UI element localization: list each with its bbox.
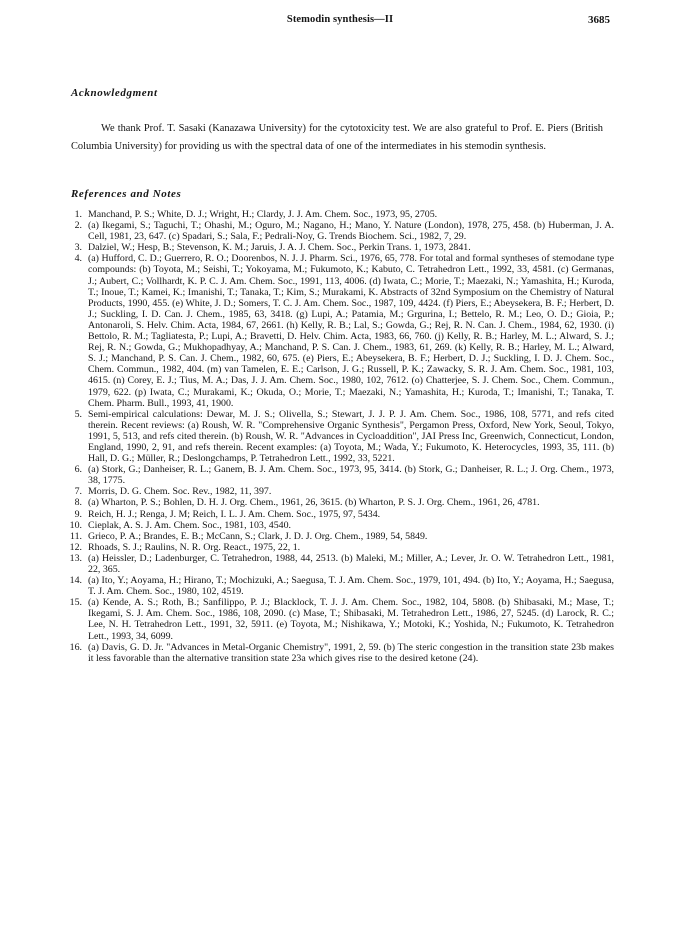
- reference-item: [62, 409, 614, 464]
- acknowledgment-text: We thank Prof. T. Sasaki (Kanazawa University) for the cytotoxicity test. We are also grateful to Prof. E. Piers (British Columbia University) for providing us with the spectral data of one of the intermediates in his stemodin synthesis.: [71, 123, 603, 153]
- reference-item: [62, 253, 614, 408]
- reference-number: 4.: [74, 253, 82, 265]
- reference-text: (a) Davis, G. D. Jr. "Advances in Metal-Organic Chemistry", 1991, 2, 59. (b) The steric congestion in the transition state 23b makes it less favorable than the alternative transition state 23a which gives rise to the desired ketone (24).: [88, 641, 614, 664]
- reference-item: [62, 497, 614, 508]
- reference-text: Reich, H. J.; Renga, J. M; Reich, I. L. J. Am. Chem. Soc., 1975, 97, 5434.: [88, 508, 381, 520]
- reference-text: (a) Hufford, C. D.; Guerrero, R. O.; Doorenbos, N. J. J. Pharm. Sci., 1976, 65, 778. For total and formal syntheses of stemodane type compounds: (b) Toyota, M.; Seishi, T.; Yokoyama, M.; Fukumoto, K.; Kabuto, C. Tetrahedron Lett., 1992, 33, 4581. (c) Germanas, J.; Aubert, C.; Vollhardt, K. P. C. J. Am. Chem. Soc., 1991, 113, 4006. (d) Iwata, C.; Morie, T.; Maezaki, N.; Yamashita, H.; Kuroda, T.; Inoue, T.; Kamei, K.; Imanishi, T.; Tanaka, T.; Kim, S.; Murakami, K. Abstracts of 32nd Symposium on the Chemistry of Natural Products, 1990, 455. (e) White, J. D.; Somers, T. C. J. Am. Chem. Soc., 1987, 109, 4424. (f) Piers, E.; Abeysekera, B. F.; Herbert, D. J.; Suckling, I. D. Can. J. Chem., 1985, 63, 3418. (g) Lupi, A.; Patamia, M.; Grgurina, I.; Bettelo, R. M.; Leo, O. D.; Gioia, P.; Antonaroli, S. Helv. Chim. Acta, 1984, 67, 2661. (h) Kelly, R. B.; Lal, S.; Gowda, G.; Rej, R. N. Can. J. Chem., 1984, 62, 1930. (i) Bettolo, R. M.; Tagliatesta, P.; Lupi, A.; Bravetti, D. Helv. Chim. Acta, 1983, 66, 760. (j) Kelly, R. B.; Harley, M. L.; Alward, S. J.; Rej, R. N.; Gowda, G.; Mukhopadhyay, A.; Manchand, P. S. Can. J. Chem., 1983, 61, 269. (k) Kelly, R. B.; Harley, M. L.; Alward, S. J.; Manchand, P. S. Can. J. Chem., 1982, 60, 675. (e) Piers, E.; Abeysekera, B. F.; Herbert, D. J.; Suckling, I. D. J. Chem. Soc., Chem. Commun., 1982, 404. (m) van Tamelen, E. E.; Carlson, J. G.; Russell, P. K.; Zawacky, S. R. J. Am. Chem. Soc., 1981, 103, 4615. (n) Corey, E. J.; Tius, M. A.; Das, J. J. Am. Chem. Soc., 1980, 102, 7612. (o) Chatterjee, S. J. Chem. Soc., Chem. Commun., 1979, 622. (p) Iwata, C.; Murakami, K.; Okuda, O.; Morie, T.; Maezaki, N.; Yamashita, H.; Kuroda, T.; Imanishi, T.; Tanaka, T. Chem. Pharm. Bull., 1993, 41, 1900.: [88, 253, 614, 409]
- reference-item: [62, 209, 614, 220]
- reference-number: 11.: [70, 530, 82, 542]
- reference-text: (a) Stork, G.; Danheiser, R. L.; Ganem, B. J. Am. Chem. Soc., 1973, 95, 3414. (b) Stork, G.; Danheiser, R. L.; J. Org. Chem., 1973, 38, 1775.: [88, 464, 614, 487]
- reference-number: 13.: [69, 552, 82, 564]
- reference-item: [62, 542, 614, 553]
- references-heading: References and Notes: [71, 188, 182, 200]
- reference-number: 7.: [74, 486, 82, 498]
- reference-number: 1.: [74, 209, 82, 220]
- reference-item: [62, 220, 614, 242]
- reference-number: 9.: [74, 508, 82, 520]
- reference-text: Rhoads, S. J.; Raulins, N. R. Org. React., 1975, 22, 1.: [88, 541, 301, 553]
- reference-number: 15.: [69, 597, 82, 609]
- reference-number: 6.: [74, 464, 82, 476]
- reference-item: [62, 242, 614, 253]
- acknowledgment-heading: Acknowledgment: [71, 87, 158, 99]
- reference-text: Morris, D. G. Chem. Soc. Rev., 1982, 11, 397.: [88, 486, 272, 498]
- reference-text: (a) Wharton, P. S.; Bohlen, D. H. J. Org. Chem., 1961, 26, 3615. (b) Wharton, P. S. J. Org. Chem., 1961, 26, 4781.: [88, 497, 540, 509]
- reference-item: [62, 486, 614, 497]
- reference-number: 14.: [69, 575, 82, 587]
- reference-item: [62, 597, 614, 641]
- reference-text: (a) Ikegami, S.; Taguchi, T.; Ohashi, M.; Oguro, M.; Nagano, H.; Mano, Y. Nature (London), 1978, 275, 458. (b) Huberman, J. A. Cell, 1981, 23, 647. (c) Spadari, S.; Sala, F.; Pedrali-Noy, G. Trends Biochem. Sci., 1982, 7, 29.: [88, 220, 614, 243]
- reference-item: [62, 509, 614, 520]
- reference-number: 16.: [69, 641, 82, 653]
- page-header: [0, 14, 680, 30]
- reference-number: 5.: [74, 408, 82, 420]
- reference-text: (a) Kende, A. S.; Roth, B.; Sanfilippo, P. J.; Blacklock, T. J. J. Am. Chem. Soc., 1982, 104, 5808. (b) Shibasaki, M.; Mase, T.; Ikegami, S. J. Am. Chem. Soc., 1986, 108, 2090. (c) Mase, T.; Shibasaki, M. Tetrahedron Lett., 1986, 27, 5245. (d) Larock, R. C.; Lee, N. H. Tetrahedron Lett., 1991, 32, 5911. (e) Toyota, M.; Nishikawa, Y.; Motoki, K.; Yoshida, N.; Fukumoto, K. Tetrahedron Lett., 1993, 34, 6099.: [88, 597, 614, 642]
- reference-text: Dalziel, W.; Hesp, B.; Stevenson, K. M.; Jaruis, J. A. J. Chem. Soc., Perkin Trans. 1, 1973, 2841.: [88, 242, 471, 254]
- reference-item: [62, 575, 614, 597]
- reference-item: [62, 642, 614, 664]
- reference-text: (a) Heissler, D.; Ladenburger, C. Tetrahedron, 1988, 44, 2513. (b) Maleki, M.; Miller, A.; Lever, Jr. O. W. Tetrahedron Lett., 1981, 22, 365.: [88, 552, 614, 575]
- reference-number: 12.: [69, 541, 82, 553]
- page-number: 3685: [588, 14, 610, 26]
- reference-number: 10.: [69, 519, 82, 531]
- reference-item: [62, 520, 614, 531]
- reference-number: 2.: [74, 220, 82, 232]
- reference-item: [62, 553, 614, 575]
- reference-text: Cieplak, A. S. J. Am. Chem. Soc., 1981, 103, 4540.: [88, 519, 291, 531]
- reference-text: Semi-empirical calculations: Dewar, M. J. S.; Olivella, S.; Stewart, J. J. P. J. Am. Chem. Soc., 1986, 108, 5771, and refs cited therein. Recent reviews: (a) Roush, W. R. "Comprehensive Organic Synthesis", Pergamon Press, Oxford, New York, Seoul, Tokyo, 1991, 5, 513, and refs cited therein. (b) Roush, W. R. "Advances in Cycloaddition", JAI Press Inc, Greenwich, Connecticut, London, England, 1990, 2, 91, and refs therein. Recent examples: (a) Toyota, M.; Wada, Y.; Fukumoto, K. Heterocycles, 1993, 35, 111. (b) Hall, D. G.; Müller, R.; Deslongchamps, P. Tetrahedron Lett., 1992, 33, 5221.: [88, 408, 614, 465]
- reference-text: Grieco, P. A.; Brandes, E. B.; McCann, S.; Clark, J. D. J. Org. Chem., 1989, 54, 5849.: [88, 530, 428, 542]
- reference-number: 8.: [74, 497, 82, 509]
- reference-text: (a) Ito, Y.; Aoyama, H.; Hirano, T.; Mochizuki, A.; Saegusa, T. J. Am. Chem. Soc., 1979, 101, 494. (b) Ito, Y.; Aoyama, H.; Saegusa, T. J. Am. Chem. Soc., 1980, 102, 4519.: [88, 575, 614, 598]
- reference-item: [62, 531, 614, 542]
- reference-list: [62, 209, 614, 664]
- reference-item: [62, 464, 614, 486]
- reference-text: Manchand, P. S.; White, D. J.; Wright, H.; Clardy, J. J. Am. Chem. Soc., 1973, 95, 2705.: [88, 209, 438, 220]
- reference-number: 3.: [74, 242, 82, 254]
- running-title: Stemodin synthesis—II: [286, 14, 394, 25]
